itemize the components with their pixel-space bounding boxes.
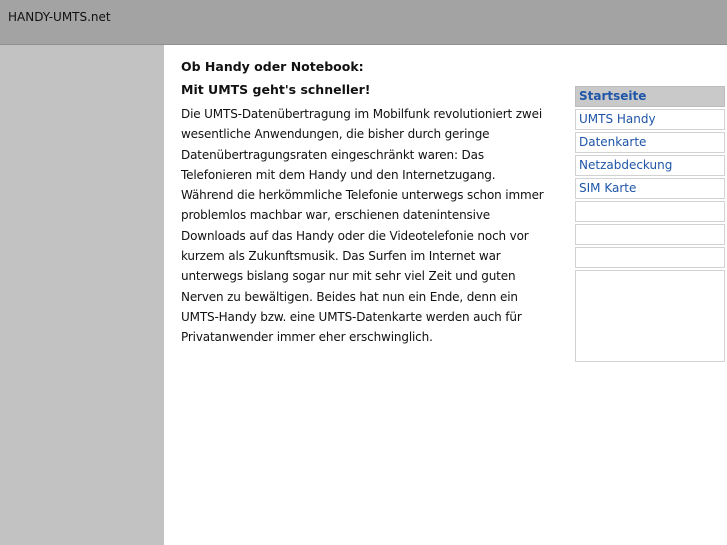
nav-item-empty <box>575 201 725 222</box>
nav-item-empty <box>575 224 725 245</box>
right-navigation <box>575 86 725 364</box>
nav-item-umts-handy[interactable]: UMTS Handy <box>575 109 725 130</box>
left-sidebar <box>0 45 164 545</box>
nav-item-datenkarte[interactable]: Datenkarte <box>575 132 725 153</box>
nav-item-empty <box>575 247 725 268</box>
main-content <box>181 55 549 348</box>
nav-item-netzabdeckung[interactable]: Netzabdeckung <box>575 155 725 176</box>
nav-box-empty <box>575 270 725 362</box>
nav-item-sim-karte[interactable]: SIM Karte <box>575 178 725 199</box>
headline-secondary: Mit UMTS geht's schneller! <box>181 82 371 97</box>
site-title[interactable]: HANDY-UMTS.net <box>8 10 111 24</box>
article-paragraph: Die UMTS-Datenübertragung im Mobilfunk revolutioniert zwei wesentliche Anwendungen, die bisher durch geringe Datenübertragungsraten eingeschränkt waren: Das Telefonieren mit dem Handy und den Internetzugang. Während die herkömmliche Telefonie unterwegs schon immer problemlos machbar war, erschienen datenintensive Downloads auf das Handy oder die Videotelefonie noch vor kurzem als Zukunftsmusik. Das Surfen im Internet war unterwegs bislang sogar nur mit sehr viel Zeit und guten Nerven zu bewältigen. Beides hat nun ein Ende, denn ein UMTS-Handy bzw. eine UMTS-Datenkarte werden auch für Privatanwender immer eher erschwinglich. <box>181 107 544 345</box>
nav-item-startseite[interactable]: Startseite <box>575 86 725 107</box>
headline-primary: Ob Handy oder Notebook: <box>181 59 364 74</box>
site-header <box>0 0 727 45</box>
